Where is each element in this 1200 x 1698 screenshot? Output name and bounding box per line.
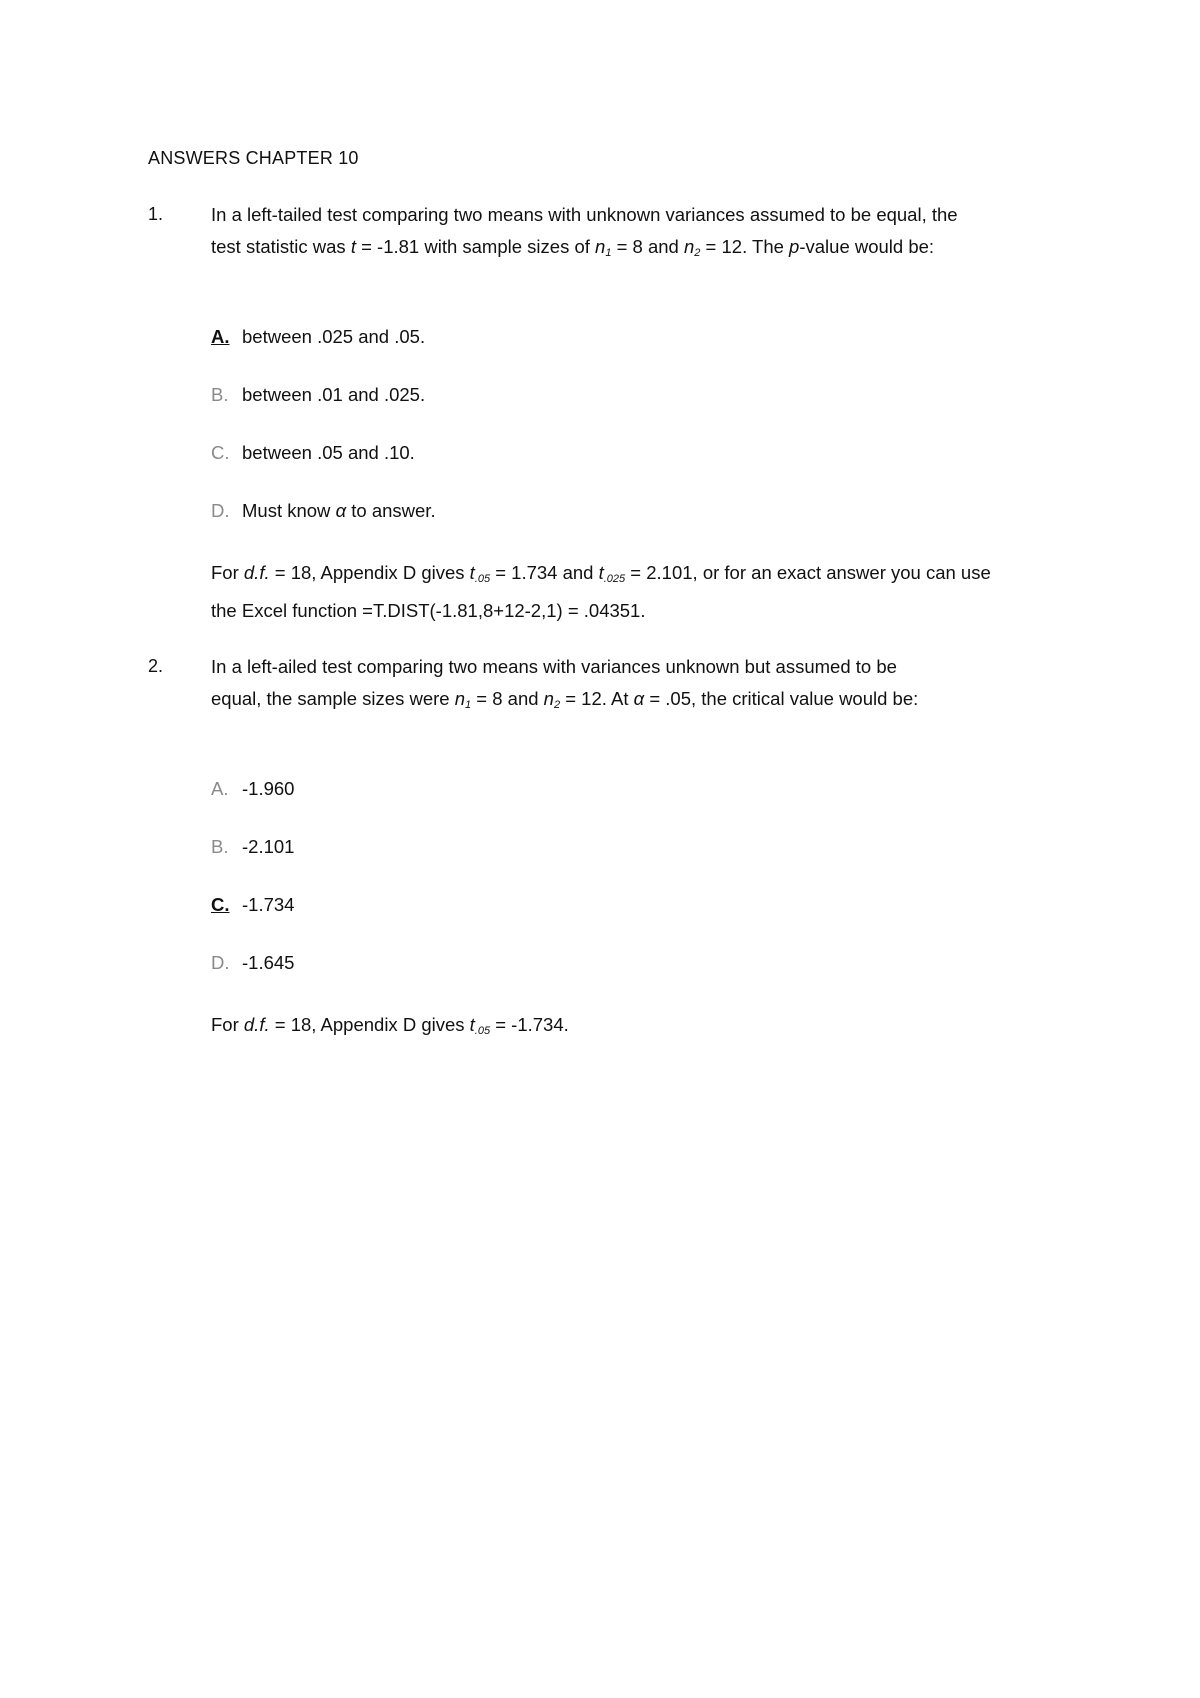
q2-option-d-text: -1.645 <box>242 952 295 973</box>
question-2-line-1: In a left-ailed test comparing two means with variances unknown but assumed to be <box>211 656 897 677</box>
q1-explanation <box>211 557 1111 627</box>
t-symbol: t <box>469 562 475 583</box>
q1-option-b-text: between .01 and .025. <box>242 384 426 405</box>
q1-text-part: = 12. The <box>700 236 790 257</box>
n2-subscript: 2 <box>553 699 561 711</box>
q2-text-part: = 12. At <box>560 688 634 709</box>
q2-note-part: = -1.734. <box>490 1014 569 1035</box>
question-1-number: 1. <box>148 204 164 224</box>
t-subscript: .05 <box>474 1025 491 1037</box>
q1-text-part: -value would be: <box>799 236 935 257</box>
q2-option-d <box>211 952 294 974</box>
q2-option-d-letter: D. <box>211 952 230 973</box>
q2-explanation <box>211 1009 1111 1047</box>
q1-option-c-letter: C. <box>211 442 230 463</box>
alpha-symbol: α <box>335 500 347 521</box>
q2-option-c-letter: C. <box>211 894 230 915</box>
t-symbol: t <box>350 236 356 257</box>
q2-option-a-letter: A. <box>211 778 229 799</box>
n2-symbol: n <box>543 688 554 709</box>
t-subscript: .05 <box>474 573 491 585</box>
q1-note-part: = 18, Appendix D gives <box>269 562 470 583</box>
n2-symbol: n <box>684 236 695 257</box>
q1-text-part: = 8 and <box>611 236 684 257</box>
q1-option-c-text: between .05 and .10. <box>242 442 415 463</box>
t-symbol: t <box>598 562 604 583</box>
question-2-text <box>211 651 1091 721</box>
q2-option-b-letter: B. <box>211 836 229 857</box>
question-1-text <box>211 199 1091 269</box>
df-symbol: d.f. <box>243 1014 270 1035</box>
q2-option-c-text: -1.734 <box>242 894 295 915</box>
q1-option-a <box>211 326 425 348</box>
question-1-line-1: In a left-tailed test comparing two means with unknown variances assumed to be equal, the <box>211 204 958 225</box>
t-symbol: t <box>469 1014 475 1035</box>
q2-text-part: = .05, the critical value would be: <box>644 688 919 709</box>
q2-note-part: = 18, Appendix D gives <box>269 1014 470 1035</box>
q1-option-b-letter: B. <box>211 384 229 405</box>
q2-text-part: equal, the sample sizes were <box>211 688 455 709</box>
alpha-symbol: α <box>633 688 645 709</box>
q1-note-part: For <box>211 562 244 583</box>
n2-subscript: 2 <box>694 247 701 259</box>
n1-subscript: 1 <box>465 699 472 711</box>
q1-option-a-letter: A. <box>211 326 230 347</box>
p-symbol: p <box>789 236 800 257</box>
q2-option-b-text: -2.101 <box>242 836 295 857</box>
q1-option-d <box>211 500 436 522</box>
t-subscript: .025 <box>603 573 626 585</box>
q1-note-part: = 1.734 and <box>490 562 599 583</box>
q1-option-b <box>211 384 425 406</box>
q1-text-part: = -1.81 with sample sizes of <box>355 236 596 257</box>
q1-option-d-text: to answer. <box>346 500 436 521</box>
question-2-number: 2. <box>148 656 164 676</box>
q2-option-c <box>211 894 294 916</box>
q1-text-part: test statistic was <box>211 236 351 257</box>
q2-option-a <box>211 778 294 800</box>
q2-option-b <box>211 836 294 858</box>
q2-text-part: = 8 and <box>471 688 544 709</box>
q1-note-line-2: the Excel function =T.DIST(-1.81,8+12-2,1) = .04351. <box>211 600 646 621</box>
q2-note-part: For <box>211 1014 244 1035</box>
page-title: ANSWERS CHAPTER 10 <box>148 148 359 168</box>
df-symbol: d.f. <box>243 562 270 583</box>
q2-option-a-text: -1.960 <box>242 778 295 799</box>
n1-subscript: 1 <box>605 247 612 259</box>
n1-symbol: n <box>595 236 606 257</box>
q1-option-d-letter: D. <box>211 500 230 521</box>
q1-note-part: = 2.101, or for an exact answer you can use <box>625 562 991 583</box>
q1-option-a-text: between .025 and .05. <box>242 326 426 347</box>
n1-symbol: n <box>454 688 466 709</box>
q1-option-c <box>211 442 415 464</box>
q1-option-d-text: Must know <box>242 500 336 521</box>
